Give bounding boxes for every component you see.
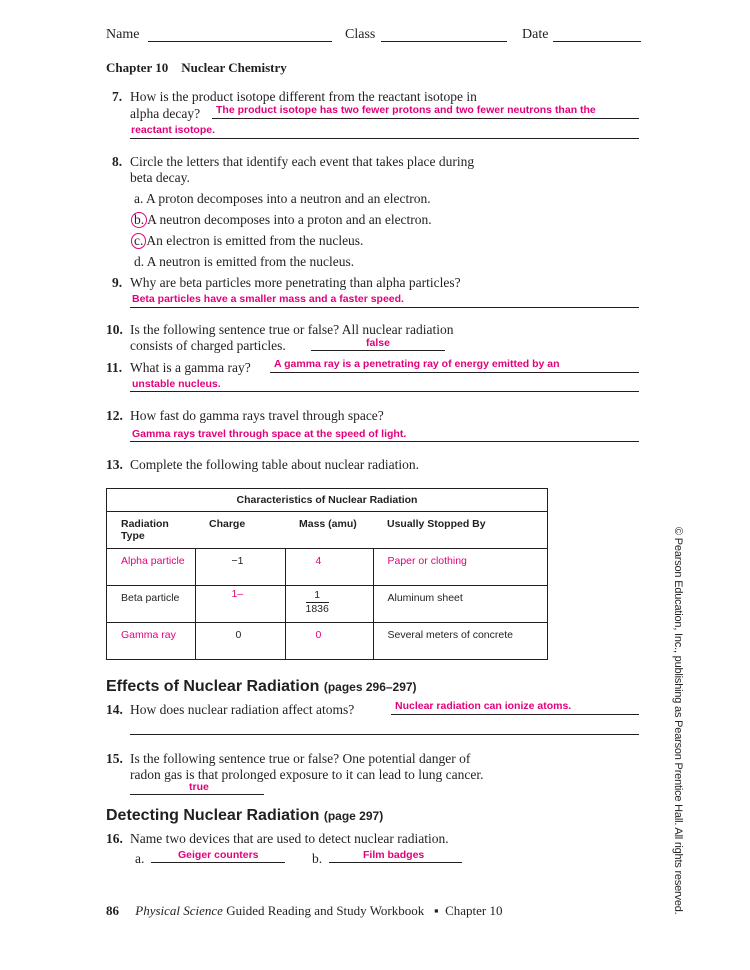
q11-answer-line-1[interactable]	[270, 372, 639, 373]
q10-answer: false	[366, 337, 390, 349]
q11-answer-2: unstable nucleus.	[132, 378, 221, 390]
q7-number: 7.	[112, 89, 123, 104]
q11-answer-1: A gamma ray is a penetrating ray of energy emitted by an	[274, 358, 560, 370]
q16-b-label: b.	[312, 851, 323, 866]
beta-mass-numerator: 1	[306, 589, 329, 603]
q15-text-1: Is the following sentence true or false? One potential danger of	[130, 751, 471, 766]
q16-number: 16.	[106, 831, 123, 846]
q16-a-answer: Geiger counters	[178, 849, 259, 861]
detecting-heading-text: Detecting Nuclear Radiation	[106, 807, 320, 824]
detecting-section-heading	[106, 807, 383, 825]
name-label: Name	[106, 27, 140, 42]
q8-text-2: beta decay.	[130, 170, 190, 185]
beta-mass-cell[interactable]	[285, 586, 373, 623]
beta-stopped-cell[interactable]: Aluminum sheet	[373, 586, 548, 623]
q10-text-1: Is the following sentence true or false? All nuclear radiation	[130, 322, 454, 337]
q8-option-d-text: A neutron is emitted from the nucleus.	[146, 254, 355, 269]
q8-option-c[interactable]	[131, 233, 363, 249]
q12-answer-line[interactable]	[130, 441, 639, 442]
q9-text: Why are beta particles more penetrating than alpha particles?	[130, 275, 461, 290]
q12-text: How fast do gamma rays travel through space?	[130, 408, 384, 423]
q8-option-b-text: A neutron decomposes into a proton and an electron.	[147, 212, 432, 227]
chapter-heading	[106, 60, 287, 76]
q9-answer-line[interactable]	[130, 307, 639, 308]
q15-answer: true	[189, 781, 209, 793]
q9-answer: Beta particles have a smaller mass and a faster speed.	[132, 293, 404, 305]
class-field[interactable]	[381, 41, 507, 42]
alpha-stopped-cell[interactable]: Paper or clothing	[373, 549, 548, 586]
q15-text-2: radon gas is that prolonged exposure to it can lead to lung cancer.	[130, 767, 484, 782]
q7-answer-line-1[interactable]	[212, 118, 639, 119]
chapter-number: Chapter 10	[106, 60, 169, 75]
q10-answer-line[interactable]	[311, 350, 445, 351]
alpha-charge-cell[interactable]: −1	[195, 549, 285, 586]
q15-number: 15.	[106, 751, 123, 766]
beta-charge-cell[interactable]: 1–	[195, 586, 285, 623]
header-mass: Mass (amu)	[285, 512, 373, 549]
alpha-mass-cell[interactable]: 4	[285, 549, 373, 586]
book-title-italic: Physical Science	[135, 903, 223, 918]
effects-section-heading	[106, 678, 417, 696]
copyright-notice: © Pearson Education, Inc., publishing as Pearson Prentice Hall. All rights reserved.	[672, 527, 684, 915]
q8-option-c-text: An electron is emitted from the nucleus.	[146, 233, 364, 248]
q14-answer-line-1[interactable]	[391, 714, 639, 715]
q8-option-b-letter-circled: b.	[131, 212, 147, 228]
q8-number: 8.	[112, 154, 123, 169]
q11-number: 11.	[106, 360, 123, 375]
q8-option-d[interactable]	[134, 254, 354, 270]
table-row	[107, 549, 548, 586]
q16-text: Name two devices that are used to detect nuclear radiation.	[130, 831, 449, 846]
table-row	[107, 623, 548, 660]
table-row	[107, 586, 548, 623]
q8-text-1: Circle the letters that identify each event that takes place during	[130, 154, 475, 169]
date-label: Date	[522, 27, 549, 42]
q9-number: 9.	[112, 275, 123, 290]
header-charge: Charge	[195, 512, 285, 549]
gamma-mass-cell[interactable]: 0	[285, 623, 373, 660]
q14-number: 14.	[106, 702, 123, 717]
alpha-type-cell[interactable]: Alpha particle	[107, 549, 196, 586]
q7-answer-line-2[interactable]	[130, 138, 639, 139]
effects-heading-text: Effects of Nuclear Radiation	[106, 678, 320, 695]
q8-option-a[interactable]	[134, 191, 431, 207]
name-field[interactable]	[148, 41, 332, 42]
q7-answer-2: reactant isotope.	[131, 124, 216, 136]
q8-option-a-letter: a.	[134, 191, 144, 206]
page-number: 86	[106, 903, 119, 918]
table-caption: Characteristics of Nuclear Radiation	[107, 489, 548, 512]
q13-text: Complete the following table about nuclear radiation.	[130, 457, 420, 472]
class-label: Class	[345, 27, 376, 42]
q8-option-c-letter-circled: c.	[131, 233, 146, 249]
q7-text-1: How is the product isotope different from the reactant isotope in	[130, 89, 477, 104]
beta-type-cell[interactable]: Beta particle	[107, 586, 196, 623]
radiation-table	[106, 488, 548, 660]
q10-text-2: consists of charged particles.	[130, 338, 286, 353]
q13-number: 13.	[106, 457, 123, 472]
effects-heading-pages: (pages 296–297)	[323, 680, 417, 694]
q14-answer-line-2[interactable]	[130, 734, 639, 735]
q16-b-answer-line[interactable]	[329, 862, 462, 863]
q7-text-2: alpha decay?	[130, 106, 201, 121]
gamma-type-cell[interactable]: Gamma ray	[107, 623, 196, 660]
footer-bullet: ▪	[434, 903, 439, 918]
q14-text: How does nuclear radiation affect atoms?	[130, 702, 355, 717]
q12-answer: Gamma rays travel through space at the speed of light.	[132, 428, 407, 440]
q15-answer-line[interactable]	[130, 794, 264, 795]
q8-option-d-letter: d.	[134, 254, 145, 269]
q12-number: 12.	[106, 408, 123, 423]
gamma-stopped-cell[interactable]: Several meters of concrete	[373, 623, 548, 660]
book-title-rest: Guided Reading and Study Workbook	[226, 903, 425, 918]
q11-answer-line-2[interactable]	[130, 391, 639, 392]
detecting-heading-pages: (page 297)	[323, 809, 384, 823]
date-field[interactable]	[553, 41, 641, 42]
q7-answer-1: The product isotope has two fewer protons and two fewer neutrons than the	[216, 104, 596, 116]
header-radiation-type: Radiation Type	[107, 512, 196, 549]
q8-option-b[interactable]	[131, 212, 432, 228]
gamma-charge-cell[interactable]: 0	[195, 623, 285, 660]
footer	[106, 903, 503, 919]
q8-option-a-text: A proton decomposes into a neutron and an electron.	[146, 191, 431, 206]
footer-chapter: Chapter 10	[445, 903, 503, 918]
chapter-title: Nuclear Chemistry	[181, 60, 287, 75]
q11-text: What is a gamma ray?	[130, 360, 251, 375]
q14-answer: Nuclear radiation can ionize atoms.	[395, 700, 572, 712]
q16-a-label: a.	[135, 851, 145, 866]
header-stopped-by: Usually Stopped By	[373, 512, 548, 549]
beta-mass-denominator: 1836	[305, 603, 329, 615]
q16-b-answer: Film badges	[363, 849, 425, 861]
q16-a-answer-line[interactable]	[151, 862, 285, 863]
beta-mass-fraction	[306, 589, 329, 616]
q10-number: 10.	[106, 322, 123, 337]
